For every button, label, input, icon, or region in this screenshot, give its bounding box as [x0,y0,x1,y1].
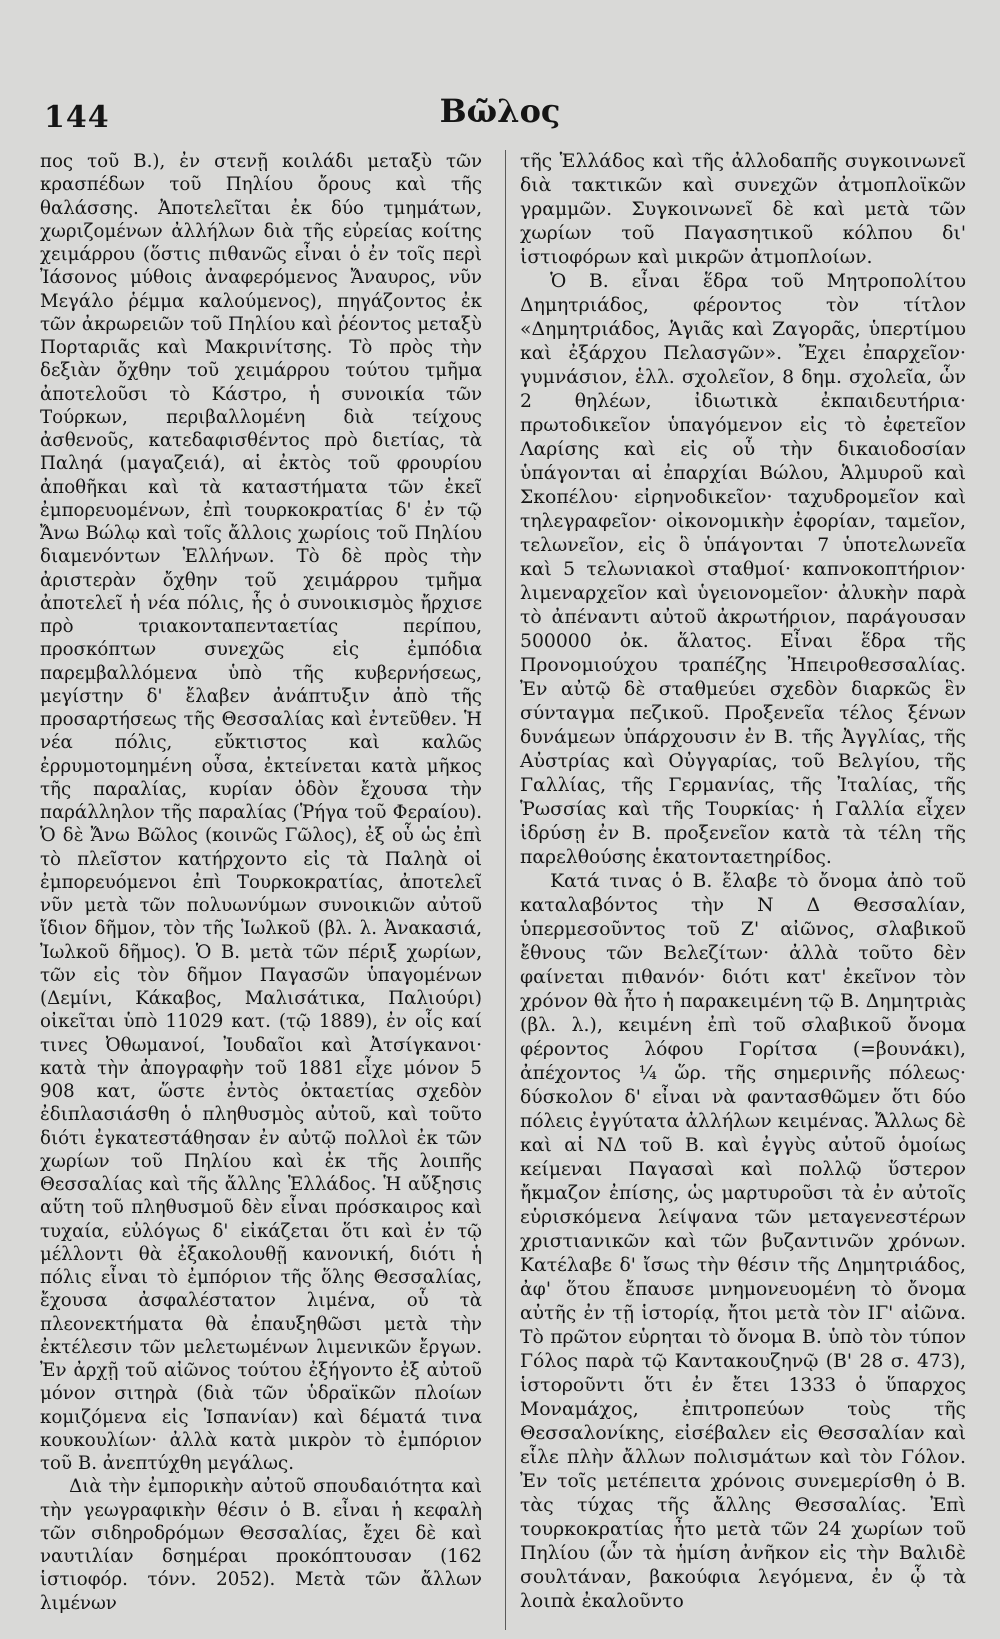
paragraph: Ὁ Β. εἶναι ἕδρα τοῦ Μητροπολίτου Δημητριάδος, φέροντος τὸν τίτλον «Δημητριάδος, Ἁγιᾶς καὶ Ζαγορᾶς, ὑπερτίμου καὶ ἐξάρχου Πελασγῶν». Ἔχει ἐπαρχεῖον· γυμνάσιον, ἑλλ. σχολεῖον, 8 δημ. σχολεῖα, ὧν 2 θηλέων, ἰδιωτικὰ ἐκπαιδευτήρια· πρωτοδικεῖον ὑπαγόμενον εἰς τὸ ἐφετεῖον Λαρίσης καὶ εἰς οὗ τὴν δικαιοδοσίαν ὑπάγονται αἱ ἐπαρχίαι Βώλου, Ἁλμυροῦ καὶ Σκοπέλου· εἰρηνοδικεῖον· ταχυδρομεῖον καὶ τηλεγραφεῖον· οἰκονομικὴν ἐφορίαν, ταμεῖον, τελωνεῖον, εἰς ὃ ὑπάγονται 7 ὑποτελωνεῖα καὶ 5 τελωνιακοὶ σταθμοί· καπνοκοπτήριον· λιμεναρχεῖον καὶ ὑγειονομεῖον· ἀλυκὴν παρὰ τὸ ἀπέναντι αὐτοῦ ἀκρωτήριον, παράγουσαν 500000 ὀκ. ἅλατος. Εἶναι ἕδρα τῆς Προνομιούχου τραπέζης Ἠπειροθεσσαλίας. Ἐν αὐτῷ δὲ σταθμεύει σχεδὸν διαρκῶς ἓν σύνταγμα πεζικοῦ. Προξενεῖα τέλος ξένων δυνάμεων ὑπάρχουσιν ἐν Β. τῆς Ἀγγλίας, τῆς Αὐστρίας καὶ Οὐγγαρίας, τοῦ Βελγίου, τῆς Γαλλίας, τῆς Γερμανίας, τῆς Ἰταλίας, τῆς Ῥωσσίας καὶ τῆς Τουρκίας· ἡ Γαλλία εἶχεν ἱδρύσῃ ἐν Β. προξενεῖον κατὰ τὰ τέλη τῆς παρελθούσης ἑκατονταετηρίδος. [520,271,966,868]
paragraph: Διὰ τὴν ἐμπορικὴν αὐτοῦ σπουδαιότητα καὶ τὴν γεωγραφικὴν θέσιν ὁ Β. εἶναι ἡ κεφαλὴ τῶν σιδηροδρόμων Θεσσαλίας, ἔχει δὲ καὶ ναυτιλίαν δσημέραι προκόπτουσαν (162 ἱστιοφόρ. τόνν. 2052). Μετὰ τῶν ἄλλων λιμένων [40,1476,482,1614]
paragraph: πος τοῦ Β.), ἐν στενῇ κοιλάδι μεταξὺ τῶν κρασπέδων τοῦ Πηλίου ὄρους καὶ τῆς θαλάσσης. Ἀποτελεῖται ἐκ δύο τμημάτων, χωριζομένων ἀλλήλων διὰ τῆς εὐρείας κοίτης χειμάρρου (ὅστις πιθανῶς εἶναι ὁ ἐν τοῖς περὶ Ἰάσονος μύθοις ἀναφερόμενος Ἄναυρος, νῦν Μεγάλο ῥέμμα καλούμενος), πηγάζοντος ἐκ τῶν ἀκρωρειῶν τοῦ Πηλίου καὶ ῥέοντος μεταξὺ Πορταριᾶς καὶ Μακρινίτσης. Τὸ πρὸς τὴν δεξιὰν ὄχθην τοῦ χειμάρρου τούτου τμῆμα ἀποτελοῦσι τὸ Κάστρο, ἡ συνοικία τῶν Τούρκων, περιβαλλομένη διὰ τείχους ἀσθενοῦς, κατεδαφισθέντος πρὸ διετίας, τὰ Παληά (μαγαζειά), αἱ ἐκτὸς τοῦ φρουρίου ἀποθῆκαι καὶ τὰ καταστήματα τῶν ἐκεῖ ἐμπορευομένων, ἐπὶ τουρκοκρατίας δ' ἐν τῷ Ἄνω Βώλῳ καὶ τοῖς ἄλλοις χωρίοις τοῦ Πηλίου διαμενόντων Ἑλλήνων. Τὸ δὲ πρὸς τὴν ἀριστερὰν ὄχθην τοῦ χειμάρρου τμῆμα ἀποτελεῖ ἡ νέα πόλις, ἧς ὁ συνοικισμὸς ἤρχισε πρὸ τριακονταπενταετίας περίπου, προσκόπτων συνεχῶς εἰς ἐμπόδια παρεμβαλλόμενα ὑπὸ τῆς κυβερνήσεως, μεγίστην δ' ἔλαβεν ἀνάπτυξιν ἀπὸ τῆς προσαρτήσεως τῆς Θεσσαλίας καὶ ἐντεῦθεν. Ἡ νέα πόλις, εὔκτιστος καὶ καλῶς ἐρρυμοτομημένη οὖσα, ἐκτείνεται κατὰ μῆκος τῆς παραλίας, κυρίαν ὁδὸν ἔχουσα τὴν παράλληλον τῆς παραλίας (Ῥήγα τοῦ Φεραίου). Ὁ δὲ Ἄνω Βῶλος (κοινῶς Γῶλος), ἐξ οὗ ὡς ἐπὶ τὸ πλεῖστον κατήρχοντο εἰς τὰ Παληὰ οἱ ἐμπορευόμενοι ἐπὶ Τουρκοκρατίας, ἀποτελεῖ νῦν μετὰ τῶν πολυωνύμων συνοικιῶν αὐτοῦ ἴδιον δῆμον, τὸν τῆς Ἰωλκοῦ (βλ. λ. Ἀνακασιά, Ἰωλκοῦ δῆμος). Ὁ Β. μετὰ τῶν πέριξ χωρίων, τῶν εἰς τὸν δῆμον Παγασῶν ὑπαγομένων (Δεμίνι, Κάκαβος, Μαλισάτικα, Παλιούρι) οἰκεῖται ὑπὸ 11029 κατ. (τῷ 1889), ἐν οἷς καί τινες Ὀθωμανοί, Ἰουδαῖοι καὶ Ἀτσίγκανοι· κατὰ τὴν ἀπογραφὴν τοῦ 1881 εἶχε μόνον 5 908 κατ, ὥστε ἐντὸς ὀκταετίας σχεδὸν ἐδιπλασιάσθη ὁ πληθυσμὸς αὐτοῦ, καὶ τοῦτο διότι ἐγκατεστάθησαν ἐν αὐτῷ πολλοὶ ἐκ τῶν χωρίων τοῦ Πηλίου καὶ ἐκ τῆς λοιπῆς Θεσσαλίας καὶ τῆς ἄλλης Ἑλλάδος. Ἡ αὔξησις αὕτη τοῦ πληθυσμοῦ δὲν εἶναι πρόσκαιρος καὶ τυχαία, εὐλόγως δ' εἰκάζεται ὅτι καὶ ἐν τῷ μέλλοντι θὰ ἐξακολουθῇ κανονική, διότι ἡ πόλις εἶναι τὸ ἐμπόριον τῆς ὅλης Θεσσαλίας, ἔχουσα ἀσφαλέστατον λιμένα, οὗ τὰ πλεονεκτήματα θὰ ἐπαυξηθῶσι μετὰ τὴν ἐκτέλεσιν τῶν μελετωμένων λιμενικῶν ἔργων. Ἐν ἀρχῇ τοῦ αἰῶνος τούτου ἐξήγοντο ἐξ αὐτοῦ μόνον σιτηρὰ (διὰ τῶν ὑδραϊκῶν πλοίων κομιζόμενα εἰς Ἱσπανίαν) καὶ δέματά τινα κουκουλίων· ἀλλὰ κατὰ μικρὸν τὸ ἐμπόριον τοῦ Β. ἀνεπτύχθη μεγάλως. [40,151,482,1474]
left-column [40,150,482,1615]
paragraph: Κατά τινας ὁ Β. ἔλαβε τὸ ὄνομα ἀπὸ τοῦ καταλαβόντος τὴν Ν Δ Θεσσαλίαν, ὑπερμεσοῦντος τοῦ Ζ' αἰῶνος, σλαβικοῦ ἔθνους τῶν Βελεζίτων· ἀλλὰ τοῦτο δὲν φαίνεται πιθανόν· διότι κατ' ἐκεῖνον τὸν χρόνον θὰ ἦτο ἡ παρακειμένη τῷ Β. Δημητριὰς (βλ. λ.), κειμένη ἐπὶ τοῦ σλαβικοῦ ὄνομα φέροντος λόφου Γορίτσα (=βουνάκι), ἀπέχοντος ¼ ὥρ. τῆς σημερινῆς πόλεως· δύσκολον δ' εἶναι νὰ φαντασθῶμεν ὅτι δύο πόλεις ἐγγύτατα ἀλλήλων κειμένας. Ἄλλως δὲ καὶ αἱ ΝΔ τοῦ Β. καὶ ἐγγὺς αὐτοῦ ὁμοίως κείμεναι Παγασαὶ καὶ πολλῷ ὕστερον ἤκμαζον ἐπίσης, ὡς μαρτυροῦσι τὰ ἐν αὐτοῖς εὑρισκόμενα λείψανα τῶν μεταγενεστέρων χριστιανικῶν καὶ τῶν βυζαντινῶν χρόνων. Κατέλαβε δ' ἴσως τὴν θέσιν τῆς Δημητριάδος, ἀφ' ὅτου ἔπαυσε μνημονευομένη τὸ ὄνομα αὐτῆς ἐν τῇ ἱστορίᾳ, ἤτοι μετὰ τὸν ΙΓ' αἰῶνα. Τὸ πρῶτον εὑρηται τὸ ὄνομα Β. ὑπὸ τὸν τύπον Γόλος παρὰ τῷ Καντακουζηνῷ (Β' 28 σ. 473), ἱστοροῦντι ὅτι ἐν ἔτει 1333 ὁ ὕπαρχος Μοναμάχος, ἐπιτροπεύων τοὺς τῆς Θεσσαλονίκης, εἰσέβαλεν εἰς Θεσσαλίαν καὶ εἷλε πλὴν ἄλλων πολισμάτων καὶ τὸν Γόλον. Ἐν τοῖς μετέπειτα χρόνοις συνεμερίσθη ὁ Β. τὰς τύχας τῆς ἄλλης Θεσσαλίας. Ἐπὶ τουρκοκρατίας ἦτο μετὰ τῶν 24 χωρίων τοῦ Πηλίου (ὧν τὰ ἡμίση ἀνῆκον εἰς τὴν Βαλιδὲ σουλτάναν, βακούφια λεγόμενα, ἐν ᾧ τὰ λοιπὰ ἐκαλοῦντο [520,871,966,1612]
paragraph: τῆς Ἑλλάδος καὶ τῆς ἀλλοδαπῆς συγκοινωνεῖ διὰ τακτικῶν καὶ συνεχῶν ἀτμοπλοϊκῶν γραμμῶν. Συγκοινωνεῖ δὲ καὶ μετὰ τῶν χωρίων τοῦ Παγασητικοῦ κόλπου δι' ἱστιοφόρων καὶ μικρῶν ἀτμοπλοίων. [520,151,966,268]
page-title: Βῶλος [439,92,561,130]
column-divider [505,150,506,1630]
page-number: 144 [44,100,110,135]
right-column [520,150,966,1614]
